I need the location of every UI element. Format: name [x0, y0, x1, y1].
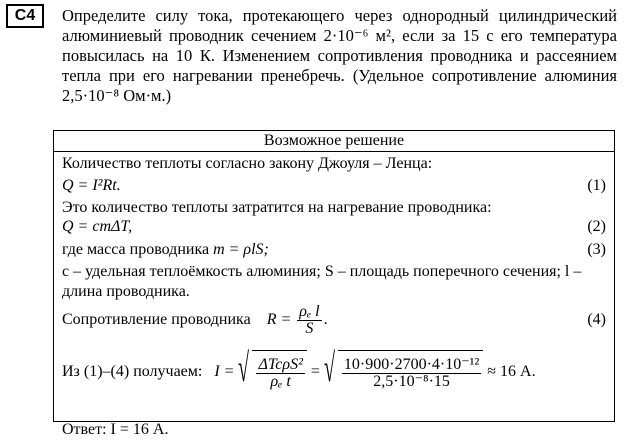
answer: Ответ: I = 16 А. [62, 421, 169, 438]
sqrt-icon: √ [238, 345, 250, 390]
equation-4-fraction [297, 304, 321, 337]
equation-4-lhs: R = [266, 311, 292, 328]
final-lhs: I = [214, 363, 235, 381]
final-equals: = [310, 363, 320, 381]
equation-2-number: (2) [587, 218, 606, 235]
resistance-line: Сопротивление проводника R = $\frac{\text{ρₑ l}}{S}$ . (4) [62, 302, 606, 337]
definitions-text: c – удельная теплоёмкость алюминия; S – площадь поперечного сечения; l – длина проводника. [62, 263, 582, 300]
equation-1-formula: Q = I²Rt. [62, 177, 121, 194]
problem-number-tag: С4 [6, 4, 44, 28]
radical-2-denominator: 2,5·10⁻⁸·15 [342, 373, 481, 390]
equation-1-number: (1) [587, 177, 606, 194]
resistance-text: Сопротивление проводника [62, 311, 251, 328]
sqrt-icon: √ [323, 345, 335, 390]
problem-statement: Определите силу тока, протекающего через однородный цилиндрический алюминиевый проводник сечением 2·10⁻⁶ м², если за 15 с его температура повысилась на 10 К. Изменением сопротивления проводника и рассеянием тепла при его нагревании пренебречь. (Удельное сопротивление алюминия 2,5·10⁻⁸ Ом·м.) [62, 6, 617, 105]
radical-2-numerator: 10·900·2700·4·10⁻¹² [343, 355, 480, 373]
radical-numeric [323, 345, 483, 395]
equation-4-number: (4) [587, 311, 606, 328]
equation-1 [62, 176, 606, 196]
equation-2-formula: Q = cmΔT, [62, 218, 133, 235]
equation-4-denominator: S [297, 320, 321, 337]
equation-3-formula: m = ρlS; [213, 241, 269, 258]
radical-1-numerator: ΔTcρS² [258, 355, 303, 373]
radical-1-denominator: ρₑ t [256, 373, 304, 390]
equation-2 [62, 217, 606, 237]
equation-3-number: (3) [587, 241, 606, 258]
final-result: ≈ 16 А. [487, 363, 536, 381]
final-text: Из (1)–(4) получаем: [62, 363, 203, 381]
solution-header: Возможное решение [54, 131, 614, 152]
final-formula-line [62, 345, 606, 395]
mass-line [62, 240, 606, 260]
heating-text: Это количество теплоты затратится на нагревание проводника: [62, 199, 492, 216]
mass-text: где масса проводника [62, 241, 210, 258]
solution-box [53, 130, 615, 438]
joule-lenz-text: Количество теплоты согласно закону Джоуля – Ленца: [62, 155, 433, 172]
radical-symbolic [238, 345, 306, 395]
equation-4-numerator: ρₑ l [299, 302, 320, 320]
